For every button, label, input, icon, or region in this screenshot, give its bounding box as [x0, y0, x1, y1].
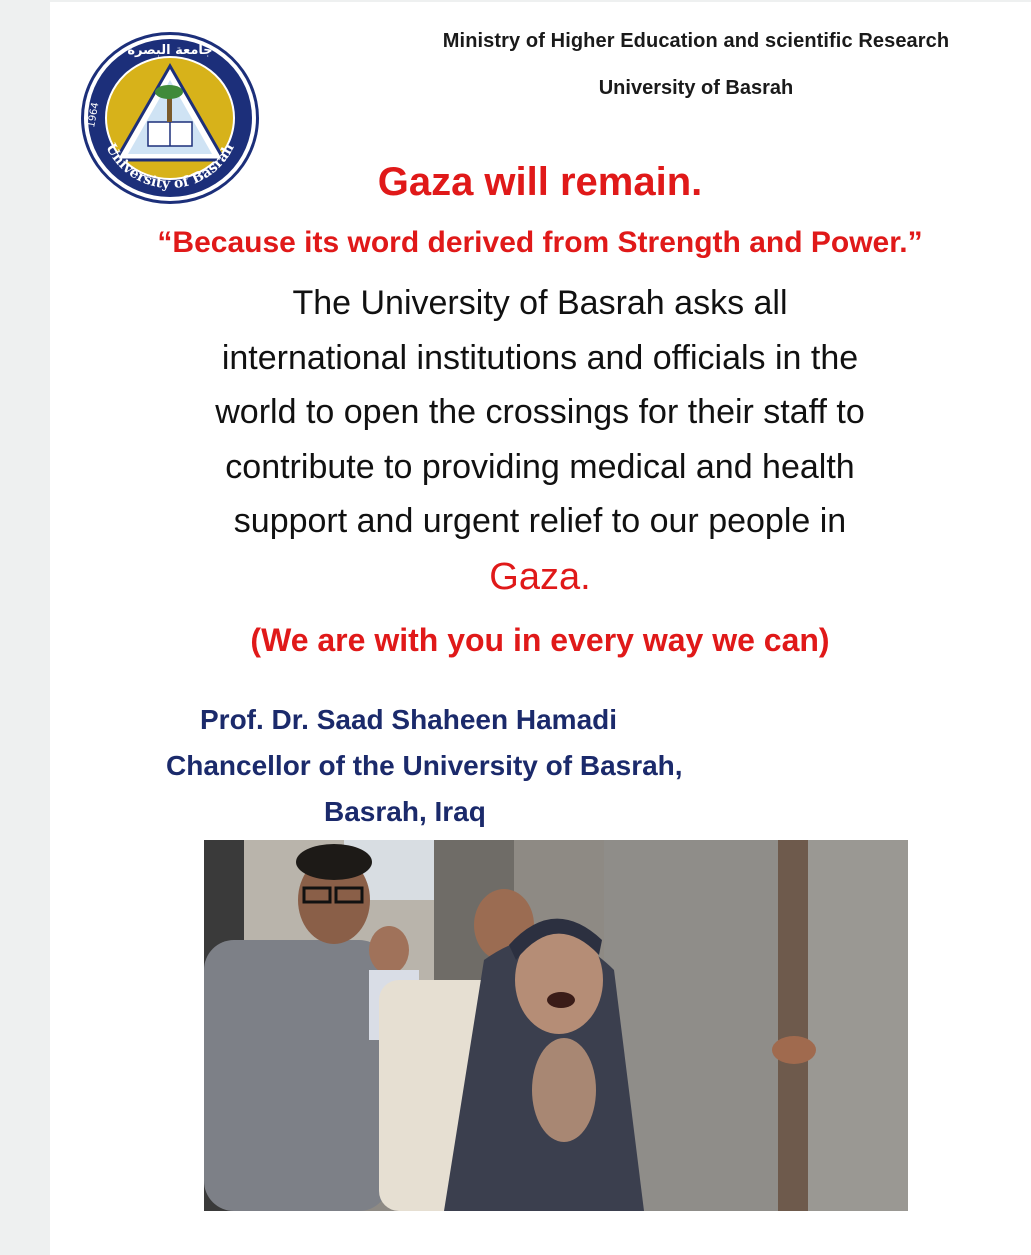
signatory-title: Chancellor of the University of Basrah,: [166, 750, 683, 781]
signatory-name: Prof. Dr. Saad Shaheen Hamadi: [200, 704, 618, 735]
headline: Gaza will remain.: [377, 160, 703, 204]
solidarity-line: (We are with you in every way we can): [250, 622, 830, 658]
quote: “Because its word derived from Strength and Power.”: [157, 226, 923, 259]
appeal-paragraph: [120, 276, 960, 549]
svg-text:University of Basrah: University of Basrah: [102, 140, 238, 193]
appeal-line: support and urgent relief to our people in: [233, 502, 847, 540]
news-photo: [204, 840, 908, 1211]
logo-year: 1964: [86, 101, 102, 129]
signatory-place: Basrah, Iraq: [324, 796, 486, 827]
ministry-heading: Ministry of Higher Education and scientific Research: [442, 30, 950, 52]
appeal-line: The University of Basrah asks all: [292, 284, 788, 322]
logo-arabic-text: جامعة البصرة: [127, 43, 213, 58]
appeal-line: international institutions and officials in the: [221, 338, 859, 377]
appeal-line: contribute to providing medical and health: [225, 447, 855, 486]
appeal-end-word: Gaza.: [489, 556, 591, 598]
appeal-line: world to open the crossings for their staff to: [215, 393, 865, 431]
university-heading: University of Basrah: [598, 77, 794, 99]
